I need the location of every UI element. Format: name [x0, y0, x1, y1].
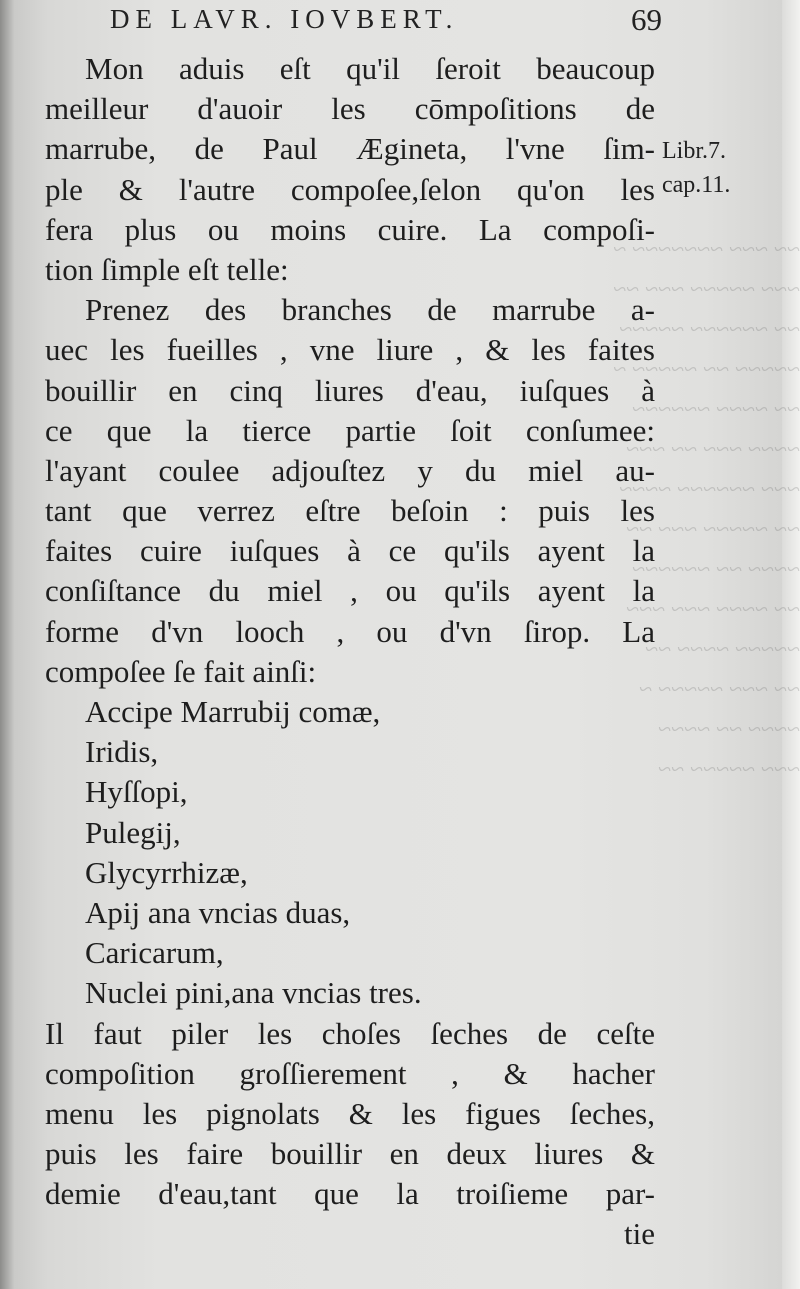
page-gutter-shadow	[0, 0, 14, 1289]
margin-note	[662, 134, 730, 202]
show-through-texture: ~~ ~~~ ~~~~~~~ ~ ~~~ ~~~~~ ~~~ ~~ ~~ ~~~~~~ ~~~~~ ~~~~~ ~~ ~~~~~ ~ ~~ ~~~~ ~~~~~~ ~~~~ ~~~ ~~ ~~~ ~~~ ~~~~~~ ~~~~ ~~ ~~~~~ ~~~ ~~ ~~~~ ~~ ~~~~~~ ~~ ~~~~ ~~~ ~~~ ~~~~~ ~~~~ ~~ ~~ ~~~ ~~~~~ ~ ~~~~ ~~ ~~~~ ~~~ ~~~~~ ~~	[613, 237, 800, 783]
text-line: ce que la tierce partie ſoit conſumee:	[45, 412, 655, 448]
margin-note-line: cap.11.	[662, 172, 731, 198]
text-line: Il faut piler les choſes ſeches de ceſte	[45, 1015, 655, 1051]
text-line: compoſee ſe fait ainſi:	[45, 653, 317, 689]
page-edge	[782, 0, 800, 1289]
text-line: conſiſtance du miel , ou qu'ils ayent la	[45, 573, 655, 609]
text-line: marrube, de Paul Ægineta, l'vne ſim-	[45, 131, 655, 167]
text-line: demie d'eau,tant que la troiſieme par-	[45, 1176, 655, 1212]
text-line: ple & l'autre compoſee,ſelon qu'on les	[45, 171, 655, 207]
text-line: bouillir en cinq liures d'eau, iuſques à	[45, 372, 655, 408]
main-text-block	[45, 49, 655, 1255]
text-line: tion ſimple eſt telle:	[45, 251, 289, 287]
recipe-line: Apij ana vncias duas,	[85, 894, 351, 930]
page-number: 69	[631, 2, 662, 37]
recipe-line: Accipe Marrubij comæ,	[85, 694, 381, 729]
running-title: DE LAVR. IOVBERT.	[110, 4, 459, 34]
text-line: Mon aduis eſt qu'il ſeroit beaucoup	[85, 51, 655, 86]
recipe-line: Nuclei pini,ana vncias tres.	[85, 975, 422, 1011]
recipe-line: Caricarum,	[85, 935, 224, 971]
text-line: l'ayant coulee adjouſtez y du miel au-	[45, 452, 655, 488]
text-line: meilleur d'auoir les cōmpoſitions de	[45, 91, 655, 127]
recipe-line: Iridis,	[85, 734, 159, 770]
text-line: forme d'vn looch , ou d'vn ſirop. La	[45, 613, 655, 649]
catchword: tie	[624, 1216, 655, 1252]
recipe-line: Glycyrrhizæ,	[85, 854, 248, 890]
recipe-line: Hyſſopi,	[85, 774, 188, 810]
recipe-line: Pulegij,	[85, 814, 181, 850]
text-line: uec les fueilles , vne liure , & les faites	[45, 332, 655, 368]
text-line: tant que verrez eſtre beſoin : puis les	[45, 493, 655, 529]
running-header	[82, 4, 662, 44]
text-line: faites cuire iuſques à ce qu'ils ayent la	[45, 533, 655, 569]
text-line: Prenez des branches de marrube a-	[85, 292, 655, 328]
margin-note-line: Libr.7.	[662, 138, 726, 164]
text-line: menu les pignolats & les figues ſeches,	[45, 1095, 655, 1131]
text-line: puis les faire bouillir en deux liures &	[45, 1136, 655, 1172]
text-line: fera plus ou moins cuire. La compoſi-	[45, 211, 655, 247]
text-line: compoſition groſſierement , & hacher	[45, 1055, 655, 1091]
